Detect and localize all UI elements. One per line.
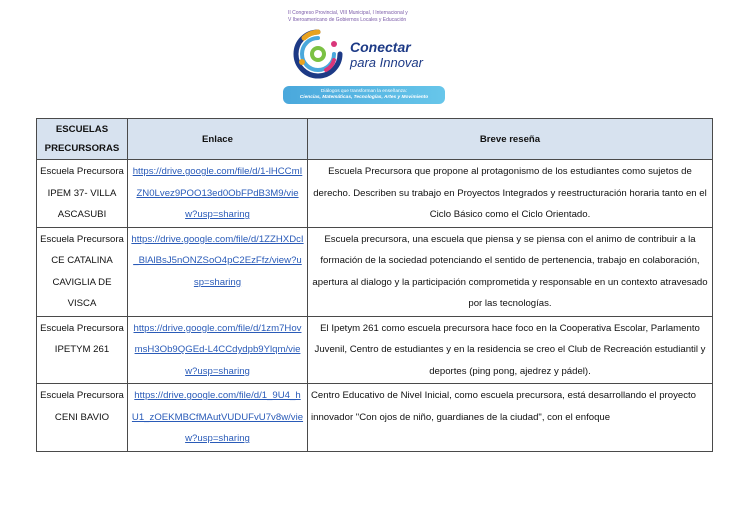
drive-link[interactable]: https://drive.google.com/file/d/1_9U4_hU1_zOEKMBCfMAutVUDUFvU7v8w/view?usp=sharing [131, 390, 304, 444]
brand-wordmark [350, 39, 423, 71]
table-row [37, 160, 713, 228]
congress-title [288, 10, 468, 23]
school-summary: Centro Educativo de Nivel Inicial, como escuela precursora, está desarrollando el proyecto innovador "Con ojos de niño, guardianes de la ciudad", con el enfoque [308, 384, 713, 452]
school-name: Escuela Precursora IPETYM 261 [37, 316, 128, 384]
table-row [37, 316, 713, 384]
brand-line-2: para Innovar [350, 55, 423, 70]
column-header-schools: ESCUELAS PRECURSORAS [37, 119, 128, 160]
document-header [0, 0, 740, 112]
precursor-schools-table [36, 118, 713, 452]
table-header-row [37, 119, 713, 160]
congress-line: II Congreso Provincial, VIII Municipal, I Internacional y [288, 10, 408, 16]
drive-link[interactable]: https://drive.google.com/file/d/1-lHCCmIZN0Lvez9POO13ed0ObFPdB3M9/view?usp=sharing [132, 166, 303, 220]
theme-banner [283, 86, 445, 104]
column-header-link: Enlace [128, 119, 308, 160]
table-row [37, 227, 713, 316]
drive-link[interactable]: https://drive.google.com/file/d/1zm7HovmsH3Ob9QGEd-L4CCdydpb9Ylqm/view?usp=sharing [133, 322, 302, 377]
banner-line-2: Ciencias, Matemáticas, Tecnologías, Artes y Movimiento [299, 95, 429, 100]
school-name: Escuela Precursora CENI BAVIO [37, 384, 128, 452]
school-name: Escuela Precursora IPEM 37- VILLA ASCASUBI [37, 160, 128, 228]
school-summary: Escuela precursora, una escuela que piensa y se piensa con el animo de contribuir a la formación de la sociedad potenciando el sentido de pertenencia, trabajo en colaboración, apertura al dialogo y la participación comprometida y responsable en un contexto atravesado por las tecnologías. [308, 227, 713, 316]
congress-line: V Iberoamericano de Gobiernos Locales y Educación [288, 16, 407, 23]
table-row [37, 384, 713, 452]
column-header-summary: Breve reseña [308, 119, 713, 160]
school-summary: El Ipetym 261 como escuela precursora hace foco en la Cooperativa Escolar, Parlamento Juvenil, Centro de estudiantes y en la residencia se creo el Club de Recreación estudiantil y deportes (ping pong, ajedrez y pádel). [308, 316, 713, 384]
drive-link[interactable]: https://drive.google.com/file/d/1ZZHXDcI_BlAlBsJ5nONZSoO4pC2EzFfz/view?usp=sharing [131, 233, 304, 288]
congress-logo-icon [290, 26, 346, 82]
school-summary: Escuela Precursora que propone al protagonismo de los estudiantes como sujetos de derecho. Describen su trabajo en Proyectos Integrados y reestructuración horaria tanto en el Ciclo Básico como el Ciclo Orientado. [308, 160, 713, 228]
school-name: Escuela Precursora CE CATALINA CAVIGLIA DE VISCA [37, 227, 128, 316]
brand-line-1: Conectar [350, 39, 411, 55]
banner-line-1: Diálogos que transforman la enseñanza: [320, 89, 408, 94]
